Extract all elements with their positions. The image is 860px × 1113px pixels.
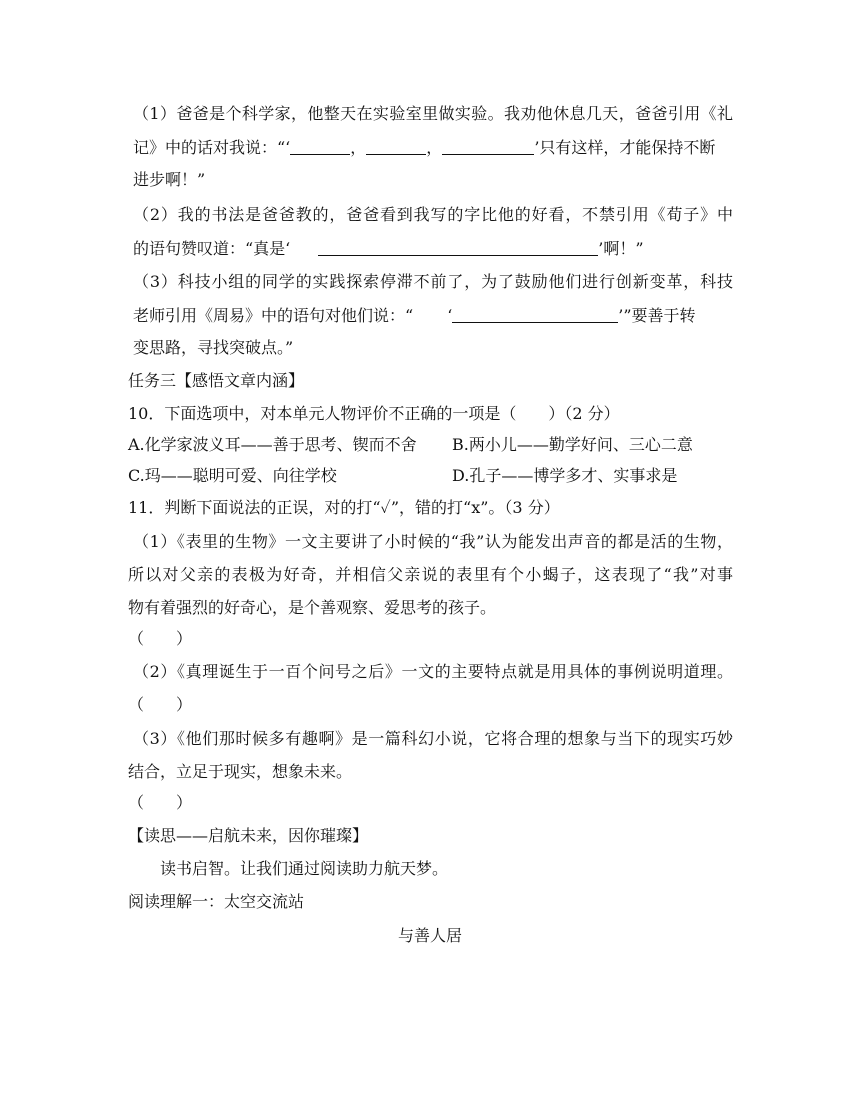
q11-s1-line1: （1）《表里的生物》一文主要讲了小时候的“我”认为能发出声音的都是活的生物， xyxy=(133,532,733,551)
item2-line1: （2）我的书法是爸爸教的，爸爸看到我写的字比他的好看，不禁引用《荀子》中 xyxy=(133,205,733,224)
item3-line1: （3）科技小组的同学的实践探索停滞不前了，为了鼓励他们进行创新变革，科技 xyxy=(133,272,733,291)
q11-s1-line3: 物有着强烈的好奇心，是个善观察、爱思考的孩子。 xyxy=(128,598,497,617)
item1-line3: 进步啊！” xyxy=(133,170,206,189)
q11-stem: 11．判断下面说法的正误，对的打“✓”，错的打“x”。（3 分） xyxy=(128,498,560,517)
item2-line2 xyxy=(133,238,644,259)
passage-title: 与善人居 xyxy=(397,926,462,945)
item3-line2 xyxy=(133,305,696,326)
reading-intro: 读书启智。让我们通过阅读助力航天梦。 xyxy=(160,859,449,878)
answer-blank-1[interactable] xyxy=(290,137,350,155)
item1-comma-1: ， xyxy=(350,138,367,157)
q10-option-b[interactable]: B.两小儿——勤学好问、三心二意 xyxy=(452,435,693,454)
item2-line2-suffix: ’啊！” xyxy=(598,239,644,258)
q11-s3-answer-paren[interactable]: （ ） xyxy=(128,793,193,812)
reading-section-title: 【读思——启航未来，因你璀璨】 xyxy=(128,826,369,845)
q10-option-c[interactable]: C.玛——聪明可爱、向往学校 xyxy=(128,466,337,485)
task3-title: 任务三【感悟文章内涵】 xyxy=(128,371,305,390)
answer-blank-2[interactable] xyxy=(366,137,426,155)
q11-s3-line2: 结合，立足于现实，想象未来。 xyxy=(128,762,353,781)
item2-line2-prefix: 的语句赞叹道：“真是‘ xyxy=(133,239,291,258)
reading-part1-title: 阅读理解一：太空交流站 xyxy=(128,892,305,911)
q10-stem: 10．下面选项中，对本单元人物评价不正确的一项是（ ）（2 分） xyxy=(128,404,620,423)
q11-s1-line2: 所以对父亲的表极为好奇，并相信父亲说的表里有个小蝎子，这表现了“我”对事 xyxy=(128,565,733,584)
q10-option-d[interactable]: D.孔子——博学多才、实事求是 xyxy=(452,466,678,485)
answer-blank-5[interactable] xyxy=(452,305,618,323)
answer-blank-3[interactable] xyxy=(442,137,534,155)
q11-s3-line1: （3）《他们那时候多有趣啊》是一篇科幻小说，它将合理的想象与当下的现实巧妙 xyxy=(133,729,733,748)
item3-line2-suffix: ’”要善于转 xyxy=(618,306,696,325)
item1-line1: （1）爸爸是个科学家，他整天在实验室里做实验。我劝他休息几天，爸爸引用《礼 xyxy=(133,104,733,123)
q10-option-a[interactable]: A.化学家波义耳——善于思考、锲而不舍 xyxy=(128,435,417,454)
q11-s1-answer-paren[interactable]: （ ） xyxy=(128,629,193,648)
q11-s2-answer-paren[interactable]: （ ） xyxy=(128,695,193,714)
answer-blank-4[interactable] xyxy=(318,238,598,256)
item1-line2-suffix: ’只有这样，才能保持不断 xyxy=(534,138,716,157)
item1-line2 xyxy=(133,137,715,158)
q11-s2-line1: （2）《真理诞生于一百个问号之后》一文的主要特点就是用具体的事例说明道理。 xyxy=(133,662,733,681)
item3-line3: 变思路，寻找突破点。” xyxy=(133,338,294,357)
item3-line2-quote: ‘ xyxy=(447,306,453,325)
item3-line2-prefix: 老师引用《周易》中的语句对他们说：“ xyxy=(133,306,414,325)
item1-line2-prefix: 记》中的话对我说：“‘ xyxy=(133,138,291,157)
item1-comma-2: ， xyxy=(426,138,443,157)
